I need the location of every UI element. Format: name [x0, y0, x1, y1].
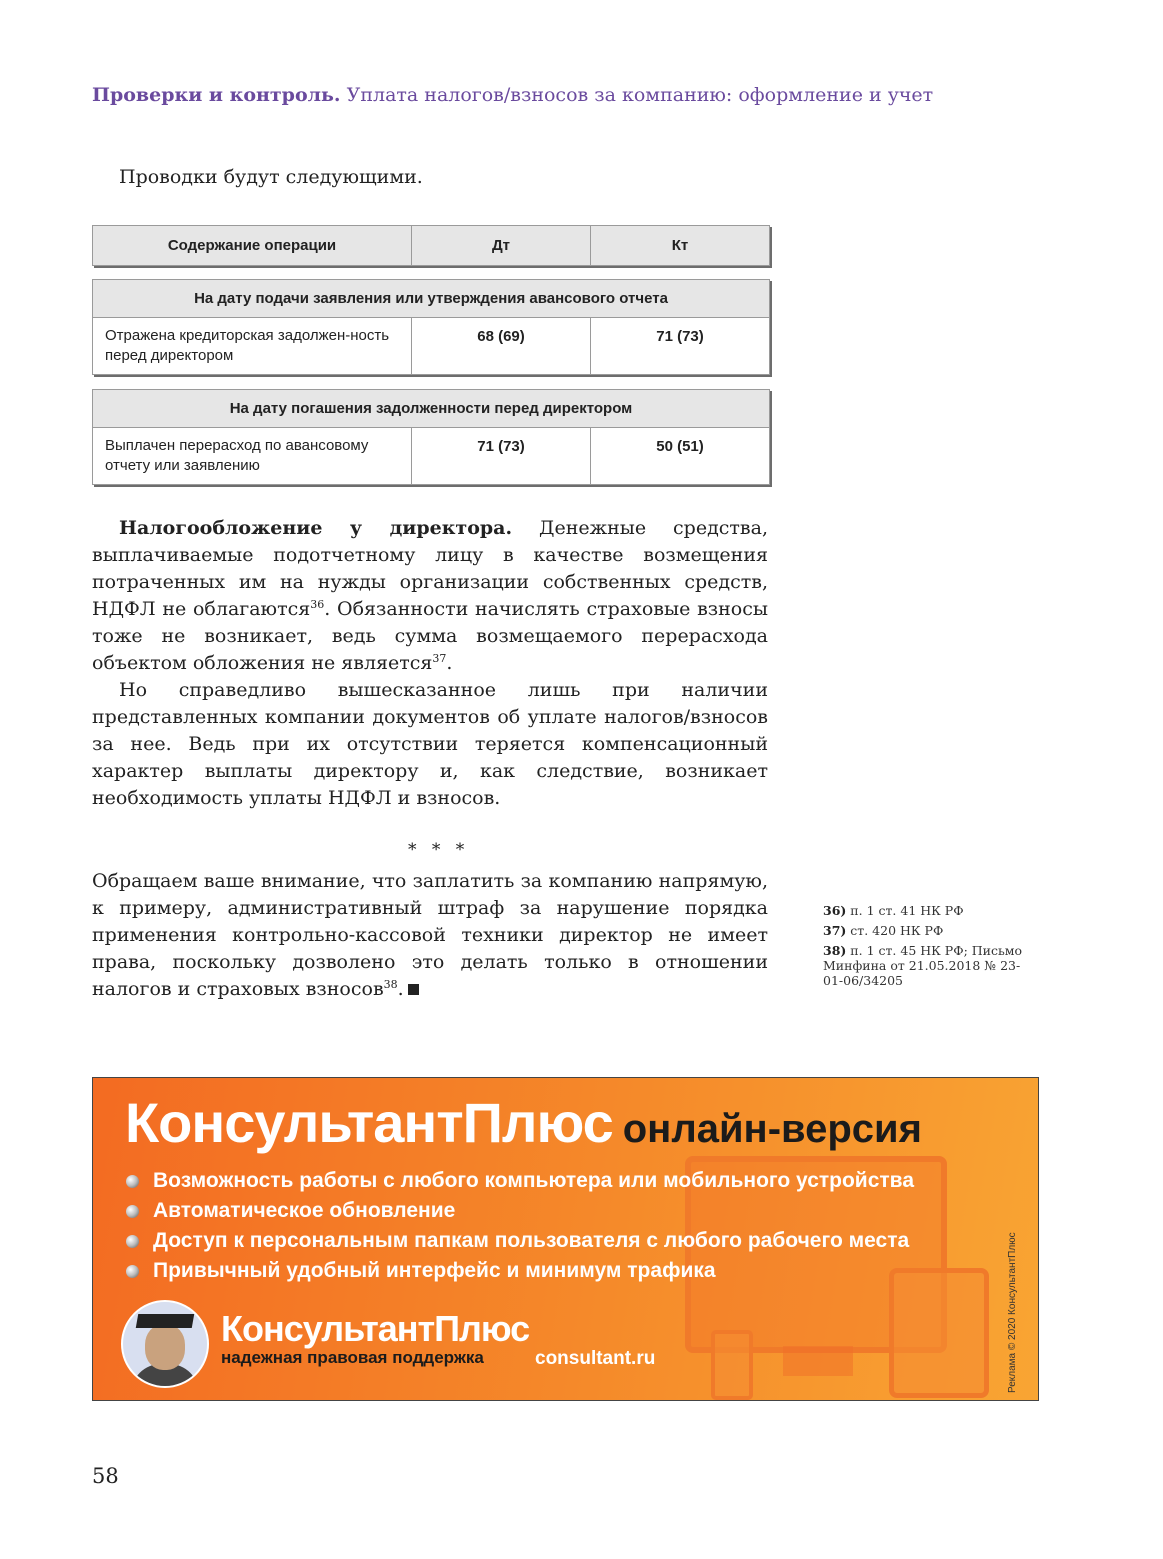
section-title: На дату погашения задолженности перед директором — [93, 390, 769, 428]
feature-text: Доступ к персональным папкам пользователя с любого рабочего места — [153, 1229, 910, 1252]
footnote-ref[interactable]: 38 — [383, 978, 398, 991]
table-section — [92, 389, 770, 485]
paragraph-text: Но справедливо вышесказанное лишь при наличии представленных компании документов об уплате налогов/взносов за нее. Ведь при их отсутствии теряется компенсационный характер выплаты директору и, как следствие, возникает необходимость уплаты НДФЛ и взносов. — [92, 679, 768, 809]
dt-cell: 71 (73) — [411, 428, 590, 484]
running-head — [92, 84, 1052, 106]
feature-text: Привычный удобный интерфейс и минимум трафика — [153, 1259, 716, 1282]
column-header-operation: Содержание операции — [167, 237, 337, 254]
section-title: На дату подачи заявления или утверждения авансового отчета — [93, 280, 769, 318]
advertisement-banner[interactable] — [92, 1077, 1039, 1401]
footnote-number: 36) — [823, 903, 847, 918]
footnote — [823, 923, 1033, 938]
footnote — [823, 943, 1033, 988]
bullet-icon — [126, 1205, 139, 1218]
website-link[interactable]: consultant.ru — [535, 1348, 656, 1369]
paragraph-text: . Обязанности начислять страховые взносы тоже не возникает, ведь сумма возмещаемого перерасхода объектом обложения не является — [92, 598, 768, 674]
professor-logo-icon — [121, 1300, 209, 1388]
footnote-ref[interactable]: 37 — [432, 652, 447, 665]
footnote-text: п. 1 ст. 45 НК РФ; Письмо Минфина от 21.05.2018 № 23-01-06/34205 — [823, 943, 1023, 988]
paragraph-text: Денежные средства, выплачиваемые подотчетному лицу в качестве возмещения потраченных им на нужды организации собственных средств, НДФЛ не облагаются — [92, 517, 769, 620]
intro-text: Проводки будут следующими. — [119, 166, 423, 188]
ad-disclaimer: Реклама © 2020 КонсультантПлюс — [1007, 1232, 1018, 1393]
running-head-subtitle: Уплата налогов/взносов за компанию: оформление и учет — [346, 84, 934, 106]
feature-item — [126, 1196, 914, 1226]
banner-brand: КонсультантПлюс — [125, 1091, 613, 1154]
bullet-icon — [126, 1265, 139, 1278]
banner-title — [125, 1090, 922, 1155]
operation-cell: Отражена кредиторская задолжен-ность перед директором — [105, 327, 390, 364]
logo-text — [221, 1310, 529, 1368]
table-row — [93, 318, 769, 374]
table-section — [92, 279, 770, 375]
monitor-stand-icon — [783, 1346, 853, 1376]
running-head-section: Проверки и контроль. — [92, 84, 341, 106]
feature-item — [126, 1226, 914, 1256]
footnote-ref[interactable]: 36 — [310, 598, 325, 611]
footnotes — [823, 903, 1033, 993]
feature-text: Автоматическое обновление — [153, 1199, 456, 1222]
banner-version: онлайн-версия — [622, 1107, 922, 1151]
paragraph-taxation — [92, 515, 768, 677]
table-row — [93, 428, 769, 484]
phone-icon — [711, 1330, 753, 1400]
column-header-dt: Дт — [411, 226, 590, 265]
table-header — [92, 225, 770, 266]
footnote — [823, 903, 1033, 918]
footnote-number: 38) — [823, 943, 847, 958]
paragraph-text: . — [397, 978, 404, 1000]
feature-item — [126, 1166, 914, 1196]
feature-list — [126, 1166, 914, 1286]
paragraph-documents — [92, 677, 768, 812]
footnote-text: ст. 420 НК РФ — [850, 923, 944, 938]
dt-cell: 68 (69) — [411, 318, 590, 374]
operation-cell: Выплачен перерасход по авансовому отчету или заявлению — [105, 437, 369, 474]
paragraph-text: Обращаем ваше внимание, что заплатить за компанию напрямую, к примеру, административный штраф за нарушение порядка применения контрольно-кассовой техники директор не имеет права, поскольку дозволено это делать только в отношении налогов и страховых взносов — [92, 870, 768, 1000]
column-header-kt: Кт — [590, 226, 769, 265]
kt-cell: 71 (73) — [590, 318, 769, 374]
feature-text: Возможность работы с любого компьютера или мобильного устройства — [153, 1169, 914, 1192]
bullet-icon — [126, 1235, 139, 1248]
end-mark-icon — [408, 984, 419, 995]
bullet-icon — [126, 1175, 139, 1188]
tablet-icon — [889, 1268, 989, 1398]
page-number: 58 — [92, 1464, 119, 1488]
paragraph-note — [92, 868, 768, 1003]
paragraph-heading: Налогообложение у директора. — [119, 517, 513, 539]
logo-slogan: надежная правовая поддержка — [221, 1348, 484, 1367]
logo-name: КонсультантПлюс — [221, 1308, 530, 1349]
kt-cell: 50 (51) — [590, 428, 769, 484]
footnote-text: п. 1 ст. 41 НК РФ — [850, 903, 964, 918]
footnote-number: 37) — [823, 923, 847, 938]
paragraph-text: . — [446, 652, 453, 674]
feature-item — [126, 1256, 914, 1286]
section-divider: * * * — [408, 840, 470, 860]
